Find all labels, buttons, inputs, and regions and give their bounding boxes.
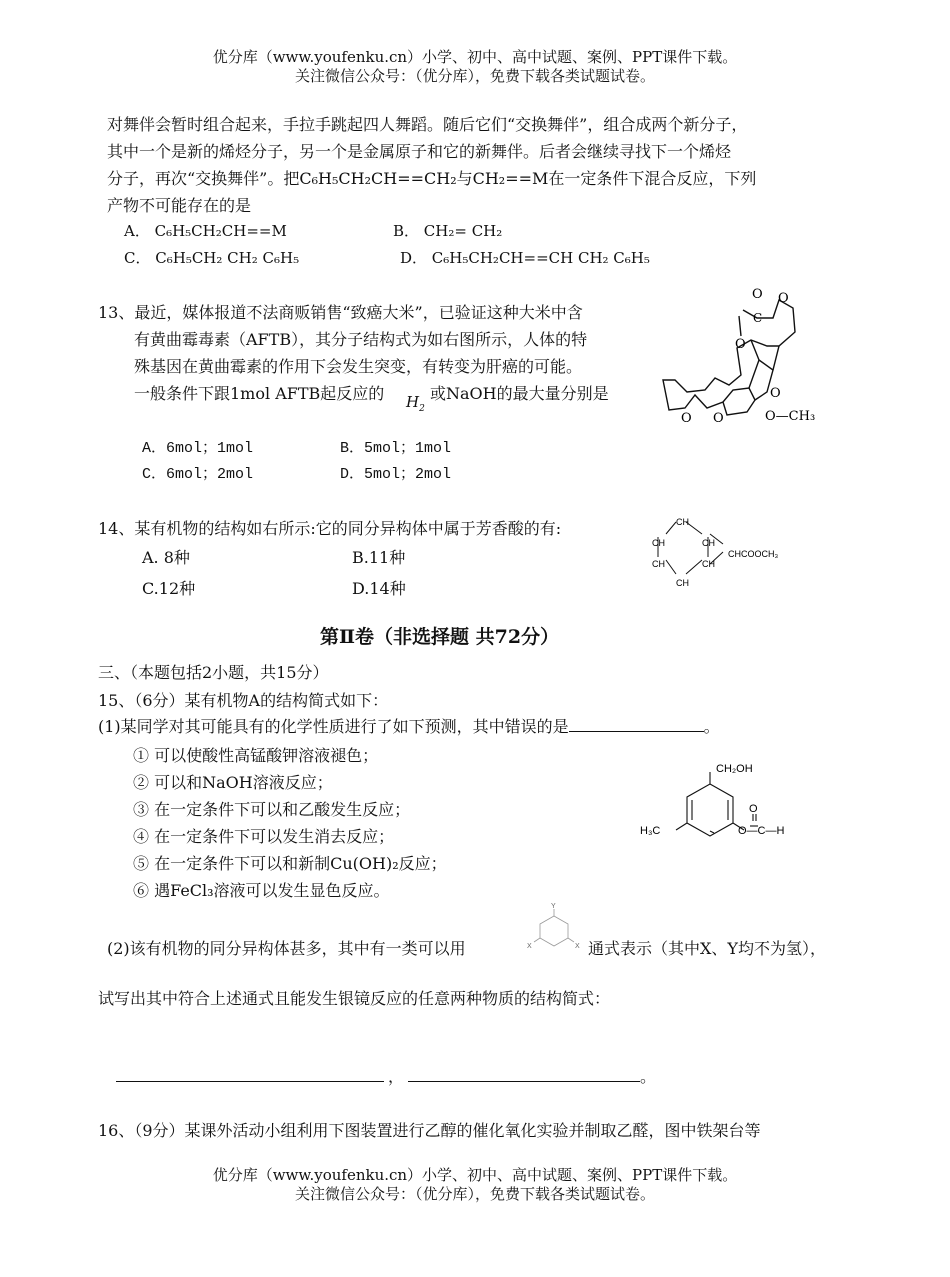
q15-item-5: ⑤ 在一定条件下可以和新制Cu(OH)₂反应； bbox=[133, 854, 447, 873]
q14-ch-l2: CH bbox=[652, 559, 665, 569]
q13-option-c: C．6mol；2mol bbox=[142, 466, 254, 483]
q12-option-a: A． C₆H₅CH₂CH==M bbox=[124, 222, 287, 240]
formula-x1: X bbox=[527, 943, 532, 950]
footer-line-1: 优分库（www.youfenku.cn）小学、初中、高中试题、案例、PPT课件下载。 bbox=[212, 1166, 738, 1184]
q16-line-1: 16、（9分）某课外活动小组利用下图装置进行乙醇的催化氧化实验并制取乙醛，图中铁架台等 bbox=[98, 1121, 761, 1140]
carbonyl-o-label: O bbox=[749, 803, 758, 815]
formula-y: Y bbox=[551, 903, 556, 910]
q14-option-d: D.14种 bbox=[352, 579, 406, 598]
q13-line-4a: 一般条件下跟1mol AFTB起反应的 bbox=[134, 384, 385, 403]
aftb-o4: O bbox=[681, 411, 692, 426]
q14-option-c: C.12种 bbox=[142, 579, 196, 598]
q15-part-2c: 试写出其中符合上述通式且能发生银镜反应的任意两种物质的结构简式： bbox=[98, 989, 611, 1008]
q12-option-b: B． CH₂= CH₂ bbox=[393, 222, 503, 240]
formula-x2: X bbox=[575, 943, 580, 950]
q15-part-1: (1)某同学对其可能具有的化学性质进行了如下预测，其中错误的是 。 bbox=[98, 717, 720, 736]
q14-option-a: A. 8种 bbox=[142, 548, 190, 567]
answer-blank-2[interactable] bbox=[408, 1067, 640, 1082]
q14-structure-figure bbox=[648, 512, 798, 590]
answer-blank-1[interactable] bbox=[116, 1067, 384, 1082]
q13-option-b: B．5mol；1mol bbox=[340, 440, 452, 457]
q15-answer-line: ， 。 bbox=[116, 1064, 656, 1087]
q15-item-2: ② 可以和NaOH溶液反应； bbox=[133, 773, 333, 792]
q13-line-2: 有黄曲霉毒素（AFTB），其分子结构式为如右图所示，人体的特 bbox=[134, 330, 588, 349]
aftb-o1: O bbox=[752, 287, 763, 302]
q15-answer-blank[interactable] bbox=[569, 717, 704, 732]
q15-line-1: 15、（6分）某有机物A的结构简式如下： bbox=[98, 691, 389, 710]
compound-a-structure bbox=[630, 760, 790, 850]
q15-item-4: ④ 在一定条件下可以发生消去反应； bbox=[133, 827, 395, 846]
q14-ch-l1: CH bbox=[652, 538, 665, 548]
aftb-o3: O bbox=[735, 337, 746, 352]
q12-line-1: 对舞伴会暂时组合起来，手拉手跳起四人舞蹈。随后它们“交换舞伴”，组合成两个新分子， bbox=[107, 115, 748, 134]
q12-line-4: 产物不可能存在的是 bbox=[107, 196, 252, 215]
q14-line-1: 14、某有机物的结构如右所示:它的同分异构体中属于芳香酸的有: bbox=[98, 519, 562, 538]
q15-part-2b: 通式表示（其中X、Y均不为氢）， bbox=[588, 939, 826, 958]
aftb-o5: O bbox=[713, 411, 724, 426]
general-formula-figure bbox=[524, 902, 584, 952]
section-2-title: 第Ⅱ卷（非选择题 共72分） bbox=[320, 626, 560, 648]
q13-option-a: A．6mol；1mol bbox=[142, 440, 254, 457]
q14-ch-bot: CH bbox=[676, 578, 689, 588]
q14-ch-r1: CH bbox=[702, 538, 715, 548]
q14-substituent: CHCOOCH₃ bbox=[728, 549, 779, 559]
q13-line-4b: 或NaOH的最大量分别是 bbox=[430, 384, 609, 403]
q12-line-2: 其中一个是新的烯烃分子，另一个是金属原子和它的新舞伴。后者会继续寻找下一个烯烃 bbox=[107, 142, 732, 161]
header-line-1: 优分库（www.youfenku.cn）小学、初中、高中试题、案例、PPT课件下载。 bbox=[212, 48, 738, 66]
q13-option-d: D．5mol；2mol bbox=[340, 466, 452, 483]
q15-item-3: ③ 在一定条件下可以和乙酸发生反应； bbox=[133, 800, 411, 819]
aftb-och3: O—CH₃ bbox=[765, 409, 816, 424]
ch2oh-label: CH₂OH bbox=[716, 763, 753, 775]
h3c-label: H₃C bbox=[640, 825, 661, 837]
q15-item-1: ① 可以使酸性高锰酸钾溶液褪色； bbox=[133, 746, 379, 765]
formate-ester-label: O—C—H bbox=[738, 825, 785, 837]
q14-ch-top: CH bbox=[676, 517, 689, 527]
aftb-o6: O bbox=[770, 386, 781, 401]
q12-option-c: C． C₆H₅CH₂ CH₂ C₆H₅ bbox=[124, 249, 300, 267]
q12-line-3: 分子，再次“交换舞伴”。把C₆H₅CH₂CH==CH₂与CH₂==M在一定条件下混合反应，下列 bbox=[107, 169, 757, 188]
footer-line-2: 关注微信公众号：（优分库），免费下载各类试题试卷。 bbox=[294, 1185, 655, 1203]
q15-part-2a: (2)该有机物的同分异构体甚多，其中有一类可以用 bbox=[107, 939, 466, 958]
q14-option-b: B.11种 bbox=[352, 548, 406, 567]
q12-option-d: D． C₆H₅CH₂CH==CH CH₂ C₆H₅ bbox=[400, 249, 650, 267]
q13-h2: $H_2$ bbox=[406, 393, 425, 414]
q14-ch-r2: CH bbox=[702, 559, 715, 569]
aftb-structure-figure bbox=[655, 280, 830, 430]
q13-line-1: 13、最近，媒体报道不法商贩销售“致癌大米”，已验证这种大米中含 bbox=[98, 303, 583, 322]
header-line-2: 关注微信公众号：（优分库），免费下载各类试题试卷。 bbox=[294, 67, 655, 85]
q15-item-6: ⑥ 遇FeCl₃溶液可以发生显色反应。 bbox=[133, 881, 390, 900]
part-3-heading: 三、（本题包括2小题，共15分） bbox=[98, 663, 329, 682]
q15-statement-list bbox=[133, 742, 447, 904]
aftb-o2: O bbox=[778, 291, 789, 306]
aftb-c: C bbox=[753, 311, 763, 325]
q13-line-3: 殊基因在黄曲霉素的作用下会发生突变，有转变为肝癌的可能。 bbox=[134, 357, 583, 376]
